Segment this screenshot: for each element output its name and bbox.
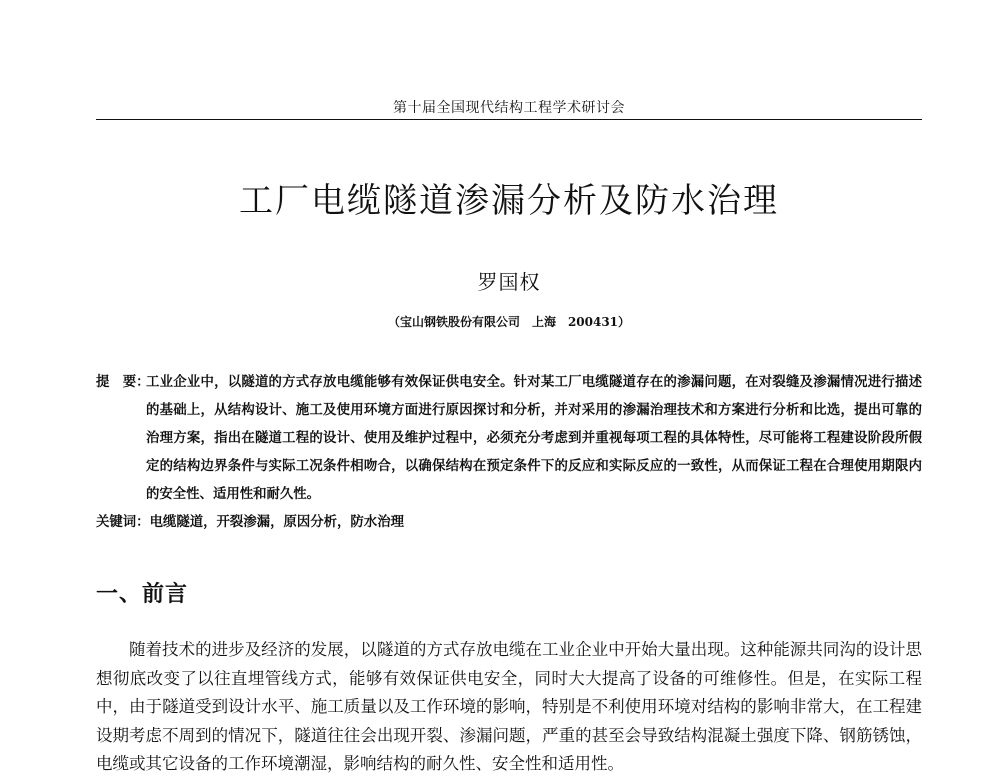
section-heading: 一、前言 (96, 582, 189, 607)
keywords (96, 508, 922, 536)
author-affiliation: （宝山钢铁股份有限公司 上海 200431） (387, 315, 631, 329)
keywords-text: 电缆隧道，开裂渗漏，原因分析，防水治理 (149, 514, 404, 530)
body-paragraph: 随着技术的进步及经济的发展，以隧道的方式存放电缆在工业企业中开始大量出现。这种能源共同沟的设计思想彻底改变了以往直埋管线方式，能够有效保证供电安全，同时大大提高了设备的可维修性。但是，在实际工程中，由于隧道受到设计水平、施工质量以及工作环境的影响，特别是不利使用环境对结构的影响非常大，在工程建设期考虑不周到的情况下，隧道往往会出现开裂、渗漏问题，严重的甚至会导致结构混凝土强度下降、钢筋锈蚀，电缆或其它设备的工作环境潮湿，影响结构的耐久性、安全性和适用性。 (96, 640, 922, 773)
abstract-text: 工业企业中，以隧道的方式存放电缆能够有效保证供电安全。针对某工厂电缆隧道存在的渗漏问题，在对裂缝及渗漏情况进行描述的基础上，从结构设计、施工及使用环境方面进行原因探讨和分析，并对采用的渗漏治理技术和方案进行分析和比选，提出可靠的治理方案，指出在隧道工程的设计、使用及维护过程中，必须充分考虑到并重视每项工程的具体特性，尽可能将工程建设阶段所假定的结构边界条件与实际工况条件相吻合，以确保结构在预定条件下的反应和实际反应的一致性，从而保证工程在合理使用期限内的安全性、适用性和耐久性。 (146, 374, 922, 502)
keywords-label: 关键词： (96, 514, 150, 530)
abstract-label: 提 要： (96, 374, 150, 390)
paper-title: 工厂电缆隧道渗漏分析及防水治理 (239, 181, 779, 221)
header-rule (96, 119, 922, 120)
author-name: 罗国权 (477, 270, 541, 294)
abstract (96, 368, 922, 508)
running-header: 第十届全国现代结构工程学术研讨会 (393, 100, 625, 116)
